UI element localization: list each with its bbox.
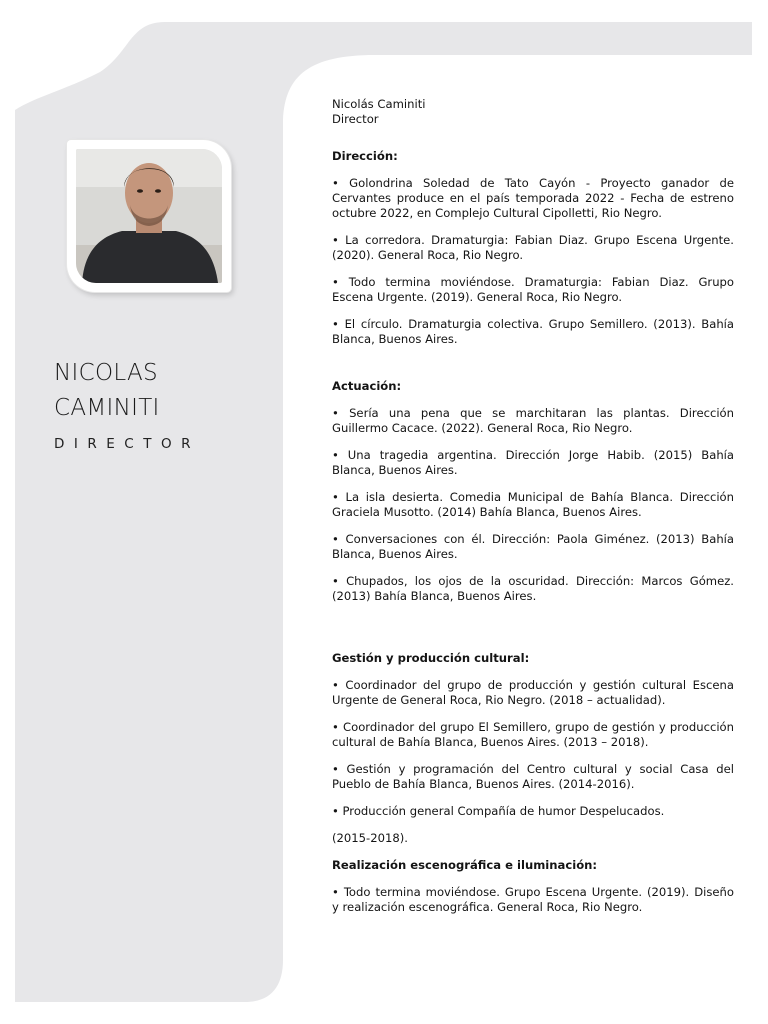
actuacion-item-2: • Una tragedia argentina. Dirección Jorge Habib. (2015) Bahía Blanca, Buenos Aires. <box>332 448 734 477</box>
actuacion-item-5: • Chupados, los ojos de la oscuridad. Dirección: Marcos Gómez. (2013) Bahía Blanca, Buenos Aires. <box>332 574 734 603</box>
escenografia-item-1: • Todo termina moviéndose. Grupo Escena Urgente. (2019). Diseño y realización escenográfica. General Roca, Rio Negro. <box>332 885 734 914</box>
section-escenografia-title: Realización escenográfica e iluminación: <box>332 858 598 872</box>
sidebar-role-title: DIRECTOR <box>54 436 200 452</box>
gestion-item-2: • Coordinador del grupo El Semillero, grupo de gestión y producción cultural de Bahía Blanca, Buenos Aires. (2013 – 2018). <box>332 720 734 749</box>
cv-content <box>332 97 734 915</box>
sidebar-name-block <box>54 356 200 452</box>
profile-photo-frame <box>67 140 231 292</box>
actuacion-item-4: • Conversaciones con él. Dirección: Paola Giménez. (2013) Bahía Blanca, Buenos Aires. <box>332 532 734 561</box>
gestion-item-1: • Coordinador del grupo de producción y gestión cultural Escena Urgente de General Roca, Rio Negro. (2018 – actualidad). <box>332 678 734 707</box>
header-name: Nicolás Caminiti <box>332 97 426 111</box>
direccion-item-1: • Golondrina Soledad de Tato Cayón - Proyecto ganador de Cervantes produce en el país temporada 2022 - Fecha de estreno octubre 2022, en Complejo Cultural Cipolletti, Rio Negro. <box>332 176 734 220</box>
profile-photo <box>76 149 222 283</box>
header-role: Director <box>332 112 379 126</box>
direccion-item-2: • La corredora. Dramaturgia: Fabian Diaz. Grupo Escena Urgente. (2020). General Roca, Rio Negro. <box>332 233 734 262</box>
direccion-item-4: • El círculo. Dramaturgia colectiva. Grupo Semillero. (2013). Bahía Blanca, Buenos Aires. <box>332 317 734 346</box>
actuacion-item-3: • La isla desierta. Comedia Municipal de Bahía Blanca. Dirección Graciela Musotto. (2014) Bahía Blanca, Buenos Aires. <box>332 490 734 519</box>
section-direccion-title: Dirección: <box>332 149 398 163</box>
gestion-item-4: • Producción general Compañía de humor Despelucados. <box>332 804 665 818</box>
section-gestion-title: Gestión y producción cultural: <box>332 651 530 665</box>
gestion-item-5: (2015-2018). <box>332 831 408 845</box>
direccion-item-3: • Todo termina moviéndose. Dramaturgia: Fabian Diaz. Grupo Escena Urgente. (2019). General Roca, Rio Negro. <box>332 275 734 304</box>
portrait-photo-icon <box>76 149 222 283</box>
section-actuacion-title: Actuación: <box>332 379 402 393</box>
gestion-item-3: • Gestión y programación del Centro cultural y social Casa del Pueblo de Bahía Blanca, Buenos Aires. (2014-2016). <box>332 762 734 791</box>
sidebar-last-name: CAMINITI <box>54 395 160 421</box>
sidebar-first-name: NICOLAS <box>54 360 158 386</box>
actuacion-item-1: • Sería una pena que se marchitaran las plantas. Dirección Guillermo Cacace. (2022). General Roca, Rio Negro. <box>332 406 734 435</box>
